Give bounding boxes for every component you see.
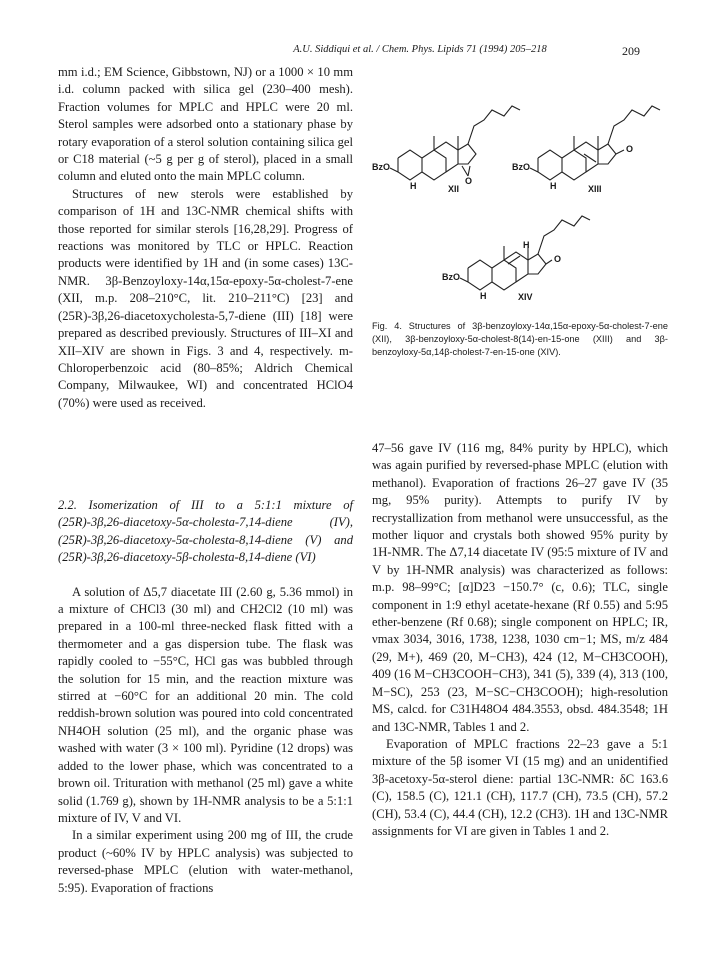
paragraph-materials: mm i.d.; EM Science, Gibbstown, NJ) or a 1000 × 10 mm i.d. column packed with silica gel (230–400 mesh). Fraction volumes for MPLC and HPLC were 20 ml. Sterol samples were adsorbed onto a stationary phase by rotary evaporation of a sterol solution containing silica gel or C18 material (~5 g per g of sterol), placed in a small column and eluted onto the main MPLC column. [58, 65, 353, 184]
structure-xiii-drawing [530, 106, 660, 180]
figure-4 [370, 80, 670, 340]
paragraph-mplc-fractions: Evaporation of MPLC fractions 22–23 gave a 5:1 mixture of the 5β isomer VI (15 mg) and an unidentified 3β-acetoxy-5α-sterol diene: partial 13C-NMR: δC 163.6 (C), 158.5 (C), 121.1 (CH), 117.7 (CH), 73.5 (CH), 57.2 (CH), 53.4 (C), 44.4 (CH), 12.2 (CH3). 1H and 13C-NMR assignments for VI are given in Tables 1 and 2. [372, 736, 668, 838]
paragraph-isomerization: A solution of Δ5,7 diacetate III (2.60 g, 5.36 mmol) in a mixture of CHCl3 (30 ml) and CH2Cl2 (10 ml) was prepared in a 100-ml three-necked flask fitted with a thermometer and a gas dispersion tube. The flask was rapidly cooled to −55°C, HCl gas was bubbled through the solution for 15 min, and the reaction mixture was stirred at −60°C for an additional 20 min. The cold reddish-brown solution was poured into cold concentrated NH4OH solution (25 ml), and the organic phase was washed with water (3 × 100 ml). Pyridine (12 drops) was added to the lower phase, which was concentrated to a brown oil. Trituration with methanol (25 ml) gave a white solid (1.769 g), shown by 1H-NMR analysis to be a 5:1:1 mixture of IV, V and VI. [58, 584, 353, 825]
right-column-bottom [372, 440, 668, 840]
label-xiii: XIII [588, 184, 602, 194]
page-number: 209 [622, 44, 640, 58]
h-label: H [550, 181, 557, 191]
h-label: H [523, 240, 530, 250]
structure-xii-drawing [390, 106, 520, 180]
running-head: A.U. Siddiqui et al. / Chem. Phys. Lipids 71 (1994) 205–218 [293, 44, 547, 55]
h-label: H [410, 181, 417, 191]
bzo-label: BzO [512, 162, 530, 172]
structure-xiv-drawing [460, 216, 590, 290]
h-label: H [480, 291, 487, 301]
bzo-label: BzO [372, 162, 390, 172]
steroid-structures-drawing [370, 80, 670, 320]
epoxy-o-label: O [465, 176, 473, 186]
paragraph-characterization: 47–56 gave IV (116 mg, 84% purity by HPLC), which was again purified by reversed-phase MPLC (elution with methanol). Evaporation of fractions 26–27 gave IV (35 mg, 95% purity). Attempts to purify IV by recrystallization from methanol were unsuccessful, as the mother liquor and crystals both showed 95% purity by 1H-NMR. The Δ7,14 diacetate IV (95:5 mixture of IV and V by 1H-NMR analysis) was characterized as follows: m.p. 98–99°C; [α]D23 −150.7° (c, 0.6); TLC, single component in 1:9 ethyl acetate-hexane (Rf 0.55) and 5:95 ether-benzene (Rf 0.68); single component on HPLC; IR, νmax 3034, 3016, 1738, 1238, 1030 cm−1; MS, m/z 484 (29, M+), 469 (20, M−CH3), 424 (12, M−CH3COOH), 409 (16 M−CH3COOH−CH3), 341 (5), 339 (4), 313 (100, M−SC), 253 (23, M−SC−CH3COOH); high-resolution MS, calcd. for C31H48O4 484.3553, obsd. 484.3548; 1H and 13C-NMR, Tables 1 and 2. [372, 441, 668, 734]
paragraph-similar-experiment: In a similar experiment using 200 mg of III, the crude product (~60% IV by HPLC analysis) was subjected to reversed-phase MPLC (elution with water-methanol, 5:95). Evaporation of fractions [58, 828, 353, 895]
paragraph-structures: Structures of new sterols were established by comparison of 1H and 13C-NMR chemical shifts with those reported for similar sterols [16,28,29]. Progress of reactions was monitored by TLC or HPLC. Reaction products were identified by 1H and (in some cases) 13C-NMR. 3β-Benzoyloxy-14α,15α-epoxy-5α-cholest-7-ene (XII, m.p. 208–210°C, lit. 210–211°C) [23] and (25R)-3β,26-diacetoxycholesta-5,7-diene (III) [18] were prepared as described previously. Structures of III–XI and XII–XIV are shown in Figs. 3 and 4, respectively. m-Chloroperbenzoic acid (80–85%; Aldrich Chemical Company, Milwaukee, WI) and concentrated HClO4 (70%) were used as received. [58, 186, 353, 410]
ketone-o-label: O [626, 144, 634, 154]
label-xii: XII [448, 184, 460, 194]
left-column-top [58, 64, 353, 412]
section-heading: 2.2. Isomerization of III to a 5:1:1 mixture of (25R)-3β,26-diacetoxy-5α-cholesta-7,14-diene (IV), (25R)-3β,26-diacetoxy-5α-cholesta-8,14-diene (V) and (25R)-3β,26-diacetoxy-5β-cholesta-8,14-diene (VI) [58, 498, 353, 565]
label-xiv: XIV [518, 292, 533, 302]
ketone-o-label: O [554, 254, 562, 264]
figure-caption: Fig. 4. Structures of 3β-benzoyloxy-14α,15α-epoxy-5α-cholest-7-ene (XII), 3β-benzoyloxy-5α-cholest-8(14)-en-15-one (XIII) and 3β-benzoyloxy-5α,14β-cholest-7-en-15-one (XIV). [372, 321, 668, 358]
left-column-bottom [58, 497, 353, 897]
bzo-label: BzO [442, 272, 460, 282]
